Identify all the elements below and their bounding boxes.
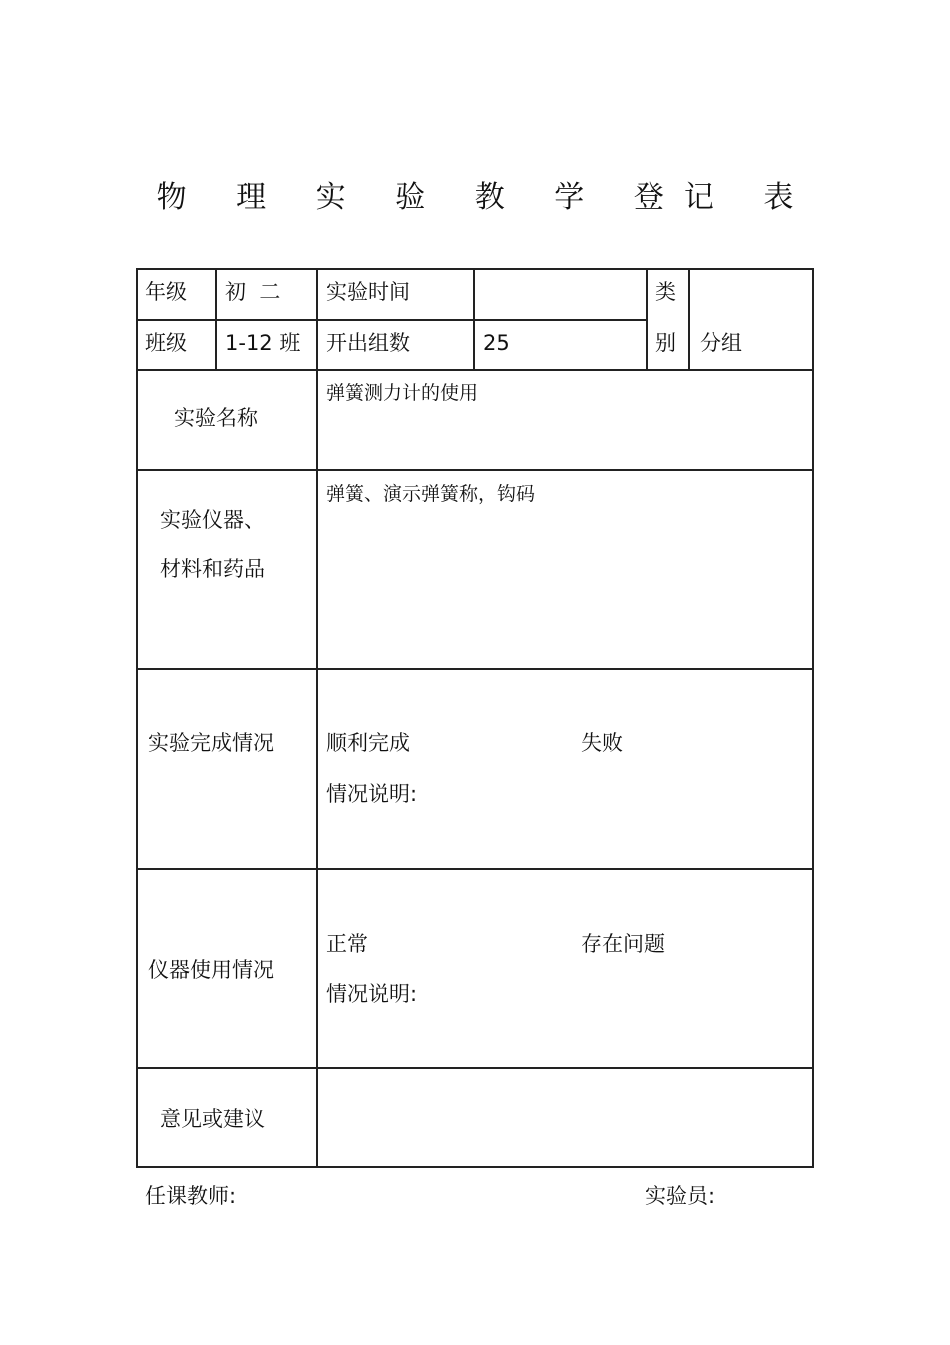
column-divider xyxy=(215,268,217,369)
instrument-usage-label: 仪器使用情况 xyxy=(148,958,274,982)
completion-note-label: 情况说明: xyxy=(326,782,418,806)
row-divider xyxy=(136,868,814,870)
row-divider xyxy=(136,668,814,670)
completion-option-failure: 失败 xyxy=(581,731,623,755)
column-divider xyxy=(473,268,475,369)
grade-label: 年级 xyxy=(145,280,187,304)
category-value: 分组 xyxy=(700,331,742,355)
column-divider xyxy=(316,268,318,1167)
equipment-label-line1: 实验仪器、 xyxy=(160,508,265,532)
table-border-bottom xyxy=(136,1166,814,1168)
table-border-top xyxy=(136,268,814,270)
column-divider xyxy=(646,268,648,369)
class-value: 1-12 班 xyxy=(225,331,301,355)
column-divider xyxy=(688,268,690,369)
instrument-option-problem: 存在问题 xyxy=(581,932,665,956)
time-label: 实验时间 xyxy=(326,280,410,304)
experiment-name-value: 弹簧测力计的使用 xyxy=(326,382,479,404)
table-border-right xyxy=(812,268,814,1167)
equipment-value: 弹簧、演示弹簧称，钩码 xyxy=(326,483,536,505)
row-divider xyxy=(136,369,814,371)
category-label-bottom: 别 xyxy=(655,331,676,355)
page-title: 物 理 实 验 教 学 登记 表 xyxy=(156,180,814,215)
row-divider xyxy=(136,1067,814,1069)
assistant-signature-label: 实验员: xyxy=(645,1184,716,1208)
table-border-left xyxy=(136,268,138,1167)
completion-option-success: 顺利完成 xyxy=(326,731,410,755)
row-divider-header xyxy=(136,319,646,321)
grade-value: 初 二 xyxy=(225,280,281,304)
instrument-option-normal: 正常 xyxy=(326,932,368,956)
instrument-note-label: 情况说明: xyxy=(326,982,418,1006)
category-label-top: 类 xyxy=(655,280,676,304)
class-label: 班级 xyxy=(145,331,187,355)
groups-label: 开出组数 xyxy=(326,331,410,355)
row-divider xyxy=(136,469,814,471)
equipment-label-line2: 材料和药品 xyxy=(160,557,265,581)
suggestion-label: 意见或建议 xyxy=(160,1107,265,1131)
completion-label: 实验完成情况 xyxy=(148,731,274,755)
teacher-signature-label: 任课教师: xyxy=(145,1184,237,1208)
experiment-name-label: 实验名称 xyxy=(174,406,258,430)
groups-value: 25 xyxy=(483,331,510,355)
